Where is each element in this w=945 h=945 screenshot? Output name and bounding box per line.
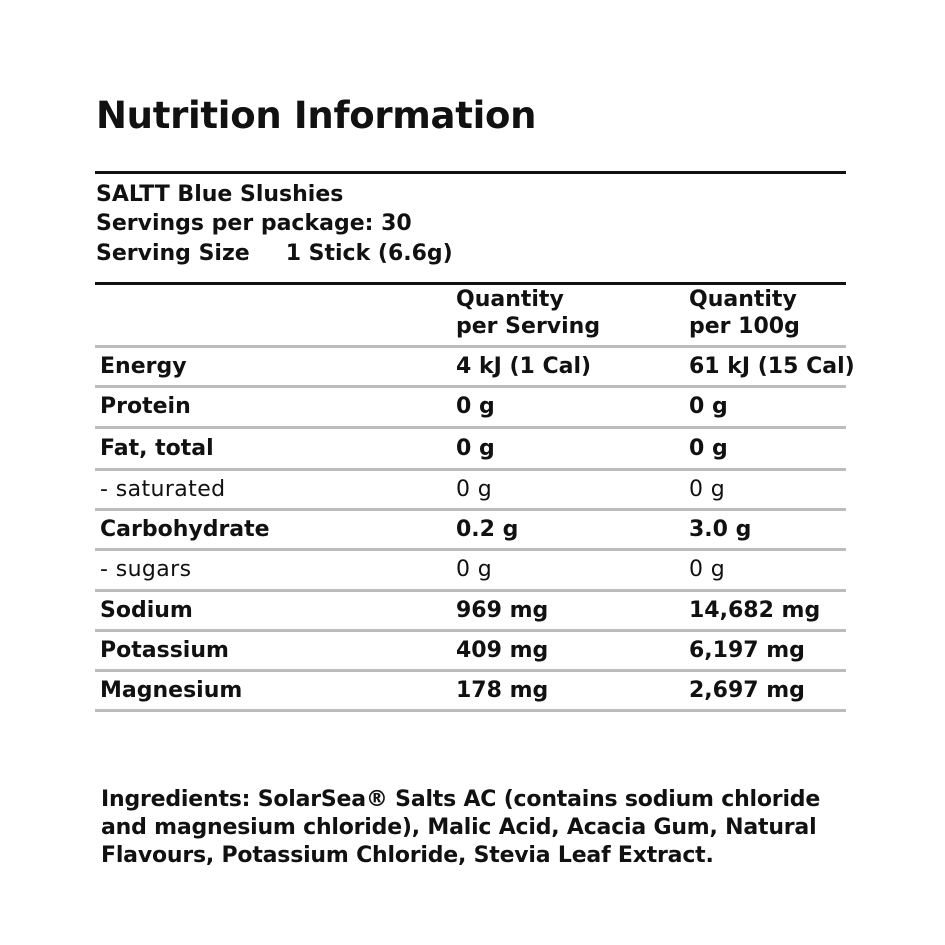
table-top-divider [95,282,846,285]
column-header-per-serving [456,286,600,340]
top-divider [95,171,846,174]
nutrient-name: Potassium [100,638,229,663]
per-serving-value: 409 mg [456,638,549,663]
product-name: SALTT Blue Slushies [96,182,344,207]
nutrient-name: Sodium [100,598,193,623]
nutrient-name: Energy [100,354,187,379]
serving-size-value: 1 Stick (6.6g) [285,241,453,266]
table-row [95,387,846,427]
table-row [95,429,846,469]
per-100g-value: 0 g [689,436,728,461]
per-100g-value: 14,682 mg [689,598,821,623]
column-header-line: Quantity [456,287,564,312]
serving-size [96,240,453,268]
per-serving-value: 0 g [456,436,495,461]
nutrient-name: - sugars [100,557,192,582]
column-header-line: per 100g [689,314,800,339]
per-serving-value: 0 g [456,394,495,419]
per-100g-value: 61 kJ (15 Cal) [689,354,855,379]
table-row [95,671,846,711]
nutrient-name: Fat, total [100,436,214,461]
table-row [95,510,846,550]
per-100g-value: 6,197 mg [689,638,805,663]
table-bottom-divider [95,709,846,712]
column-header-line: Quantity [689,287,797,312]
per-100g-value: 0 g [689,477,726,502]
nutrient-name: Protein [100,394,191,419]
nutrient-name: Carbohydrate [100,517,270,542]
per-100g-value: 0 g [689,557,726,582]
per-100g-value: 0 g [689,394,728,419]
nutrient-name: Magnesium [100,678,243,703]
per-serving-value: 4 kJ (1 Cal) [456,354,592,379]
column-header-per-100g [689,286,800,340]
per-100g-value: 2,697 mg [689,678,805,703]
per-100g-value: 3.0 g [689,517,752,542]
column-header-line: per Serving [456,314,601,339]
per-serving-value: 0 g [456,477,493,502]
servings-per-package: Servings per package: 30 [96,211,412,236]
table-row [95,591,846,631]
per-serving-value: 969 mg [456,598,549,623]
page-title: Nutrition Information [96,94,537,137]
ingredients-text: Ingredients: SolarSea® Salts AC (contains sodium chloride and magnesium chloride), Malic Acid, Acacia Gum, Natural Flavours, Potassium Chloride, Stevia Leaf Extract. [101,787,821,868]
table-row [95,550,846,590]
serving-size-label: Serving Size [96,241,250,266]
per-serving-value: 0 g [456,557,493,582]
per-serving-value: 0.2 g [456,517,519,542]
nutrient-name: - saturated [100,477,226,502]
table-row [95,470,846,510]
table-row [95,347,855,387]
per-serving-value: 178 mg [456,678,549,703]
table-row [95,631,846,671]
